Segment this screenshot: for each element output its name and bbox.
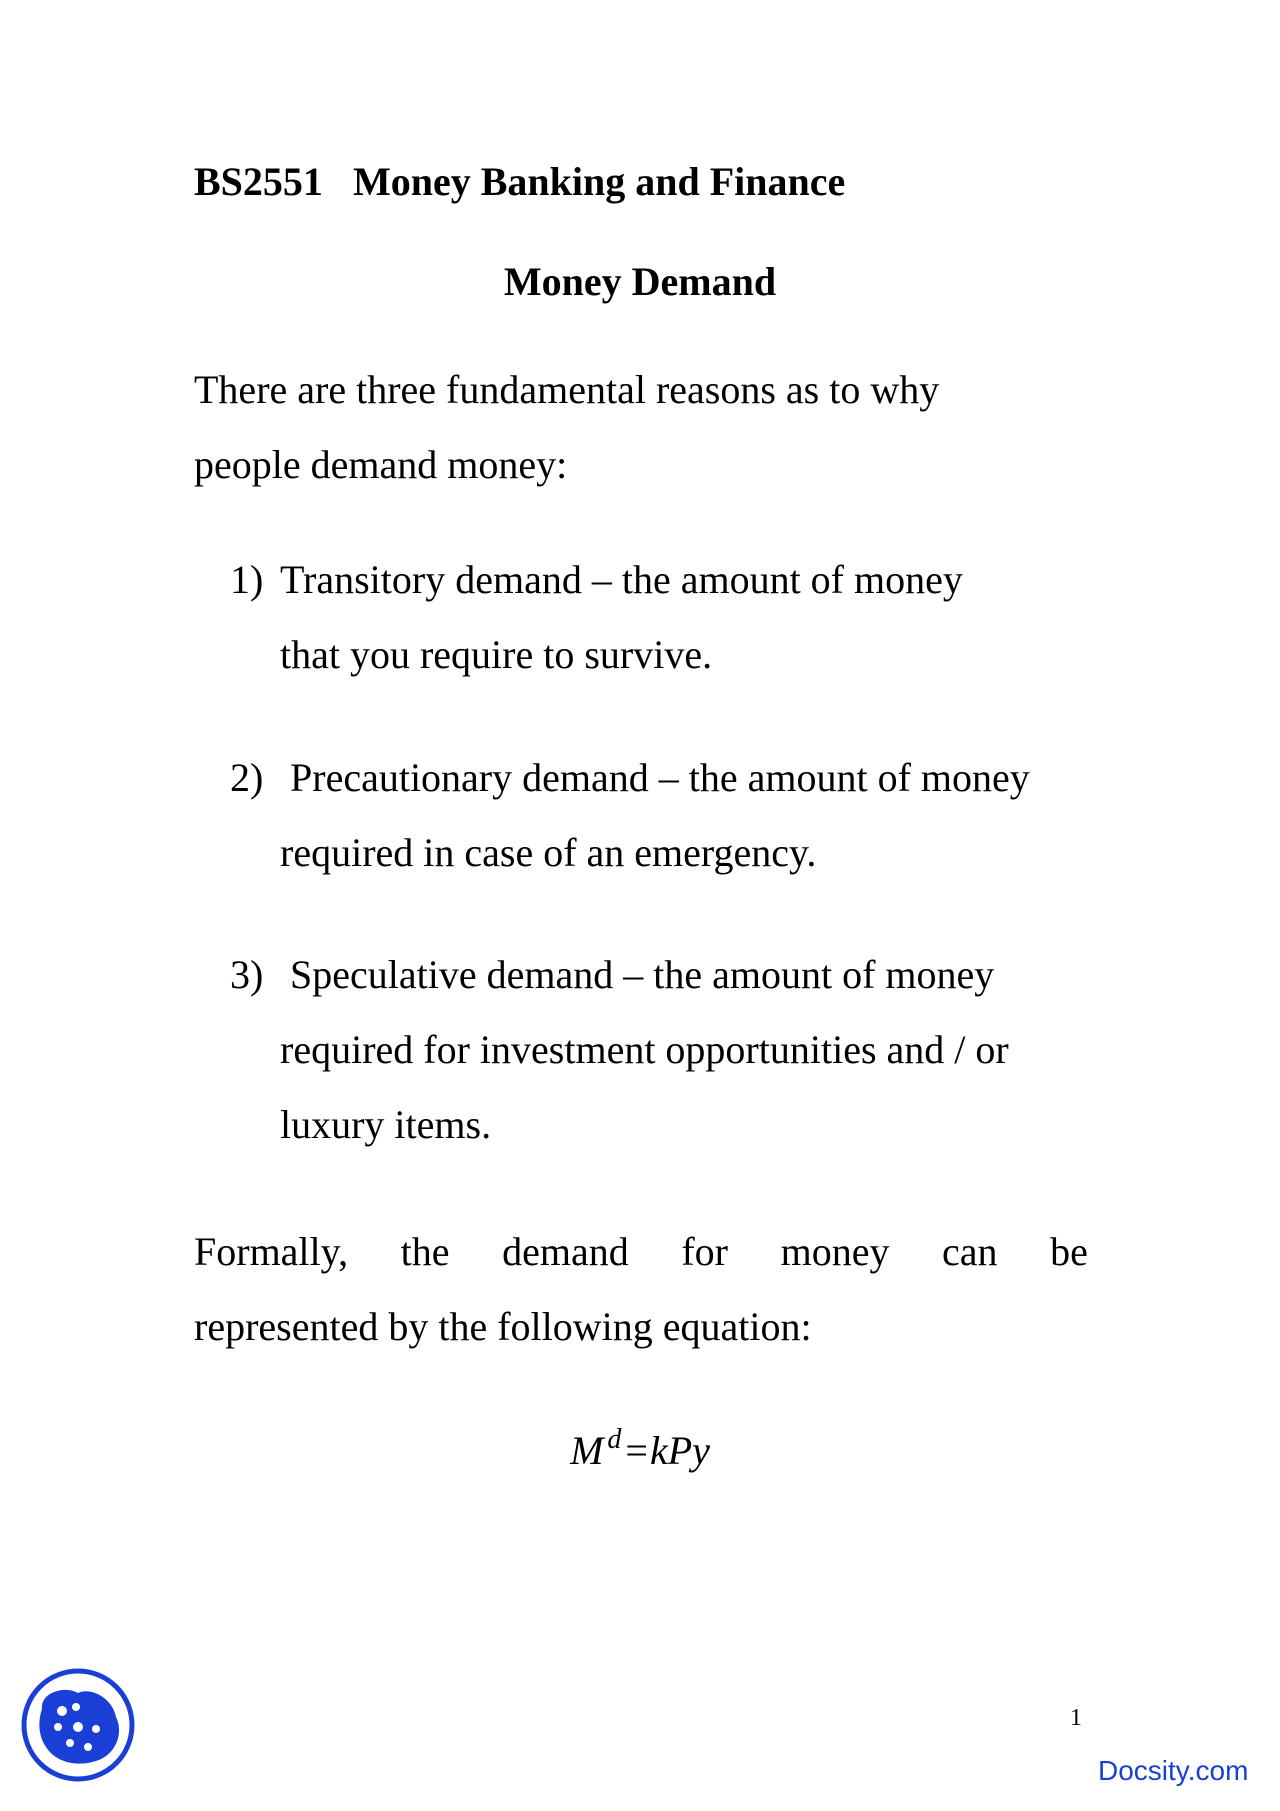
brand-link[interactable]: Docsity.com bbox=[1098, 1755, 1249, 1786]
course-name: Money Banking and Finance bbox=[352, 159, 846, 204]
list-item-number: 3) bbox=[230, 952, 264, 997]
list-item-text bbox=[280, 937, 1130, 1162]
equation-lhs: M bbox=[570, 1428, 604, 1473]
list-item-line: required for investment opportunities and / or bbox=[280, 1027, 1009, 1072]
equation-equals: = bbox=[625, 1428, 648, 1473]
word: for bbox=[681, 1229, 728, 1274]
equation-intro-paragraph bbox=[194, 1214, 1088, 1364]
course-heading bbox=[194, 158, 845, 206]
list-item-text bbox=[280, 542, 1130, 692]
word: Formally, bbox=[194, 1229, 349, 1274]
list-item-number: 2) bbox=[230, 755, 264, 800]
intro-line: people demand money: bbox=[194, 442, 568, 487]
list-item-line: required in case of an emergency. bbox=[280, 830, 817, 875]
money-demand-equation bbox=[0, 1410, 1280, 1481]
intro-paragraph bbox=[194, 352, 1094, 502]
page-number: 1 bbox=[1070, 1705, 1082, 1731]
word: be bbox=[1050, 1229, 1088, 1274]
equation-rhs: kPy bbox=[649, 1428, 710, 1473]
word: money bbox=[780, 1229, 890, 1274]
document-title: Money Demand bbox=[503, 259, 777, 304]
intro-line: There are three fundamental reasons as to why bbox=[194, 367, 940, 412]
list-item-line: that you require to survive. bbox=[280, 632, 713, 677]
list-item-line: Speculative demand – the amount of money bbox=[290, 952, 995, 997]
justified-line bbox=[194, 1214, 1088, 1289]
paragraph-line: represented by the following equation: bbox=[194, 1304, 812, 1349]
list-item-line: Precautionary demand – the amount of money bbox=[290, 755, 1030, 800]
word: demand bbox=[502, 1229, 629, 1274]
word: can bbox=[942, 1229, 998, 1274]
equation-superscript: d bbox=[607, 1424, 622, 1455]
word: the bbox=[400, 1229, 450, 1274]
list-item-number: 1) bbox=[230, 557, 264, 602]
course-code: BS2551 bbox=[194, 159, 323, 204]
list-item-text bbox=[280, 740, 1130, 890]
docsity-logo-icon bbox=[20, 1667, 136, 1783]
list-item-line: Transitory demand – the amount of money bbox=[280, 557, 963, 602]
list-item-line: luxury items. bbox=[280, 1102, 492, 1147]
